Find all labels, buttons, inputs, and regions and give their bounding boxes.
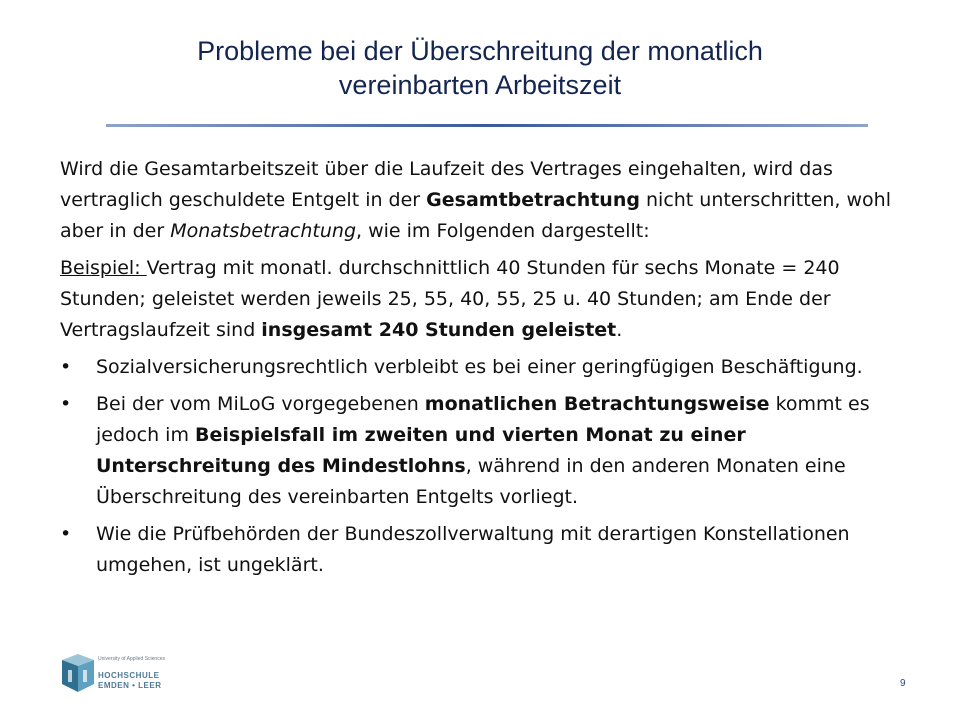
- bullet-icon: •: [60, 523, 72, 545]
- bullet-item-2: [60, 389, 894, 513]
- logo-subtitle: University of Applied Sciences: [98, 656, 165, 662]
- hochschule-logo: [62, 652, 242, 698]
- bullet-3-text: Wie die Prüfbehörden der Bundeszollverwaltung mit derartigen Konstellationen umgehen, ist ungeklärt.: [96, 523, 850, 576]
- bullet-icon: •: [60, 393, 72, 415]
- logo-name: [98, 671, 161, 691]
- example-text-1: Vertrag mit monatl. durchschnittlich 40 Stunden für sechs Monate = 240 Stunden; geleistet werden jeweils 25, 55, 40, 55, 25 u. 40 Stunden; am Ende der Vertragslaufzeit sind: [60, 257, 840, 341]
- intro-italic-monatsbetrachtung: Monatsbetrachtung: [170, 220, 357, 242]
- intro-text-1: Wird die Gesamtarbeitszeit über die Laufzeit des Vertrages eingehalten, wird das vertraglich geschuldete Entgelt in der: [60, 158, 833, 211]
- bullet-item-1: [60, 352, 894, 383]
- bullet-list: [60, 352, 894, 581]
- intro-text-2: nicht unterschritten, wohl aber in der: [60, 189, 891, 242]
- example-bold-total-hours: insgesamt 240 Stunden geleistet: [261, 319, 617, 341]
- slide-title: [100, 34, 860, 102]
- bullet-icon: •: [60, 356, 72, 378]
- intro-bold-gesamtbetrachtung: Gesamtbetrachtung: [426, 189, 640, 211]
- example-text-2: .: [616, 319, 623, 341]
- bullet-2-bold-2: Beispielsfall im zweiten und vierten Monat zu einer Unterschreitung des Mindestlohns: [96, 424, 746, 477]
- logo-mark-icon: [62, 654, 94, 692]
- bullet-2-text-3: , während in den anderen Monaten eine Überschreitung des vereinbarten Entgelts vorliegt.: [96, 455, 846, 508]
- slide-body: [60, 154, 894, 587]
- example-label: Beispiel:: [60, 257, 147, 279]
- bullet-2-bold-1: monatlichen Betrachtungsweise: [424, 393, 770, 415]
- example-paragraph: [60, 253, 894, 346]
- intro-paragraph: [60, 154, 894, 247]
- intro-text-3: , wie im Folgenden dargestellt:: [356, 220, 650, 242]
- slide-title-line-1: Probleme bei der Überschreitung der monatlich: [197, 36, 763, 66]
- slide-title-line-2: vereinbarten Arbeitszeit: [338, 70, 622, 100]
- bullet-1-text: Sozialversicherungsrechtlich verbleibt es bei einer geringfügigen Beschäftigung.: [96, 356, 863, 378]
- title-divider: [106, 124, 868, 127]
- bullet-2-text-1: Bei der vom MiLoG vorgegebenen: [96, 393, 425, 415]
- bullet-item-3: [60, 519, 894, 581]
- logo-name-line-1: HOCHSCHULE: [98, 671, 160, 680]
- logo-name-line-2: EMDEN • LEER: [98, 681, 162, 690]
- bullet-2-text-2: kommt es jedoch im: [96, 393, 870, 446]
- page-number: 9: [900, 678, 906, 689]
